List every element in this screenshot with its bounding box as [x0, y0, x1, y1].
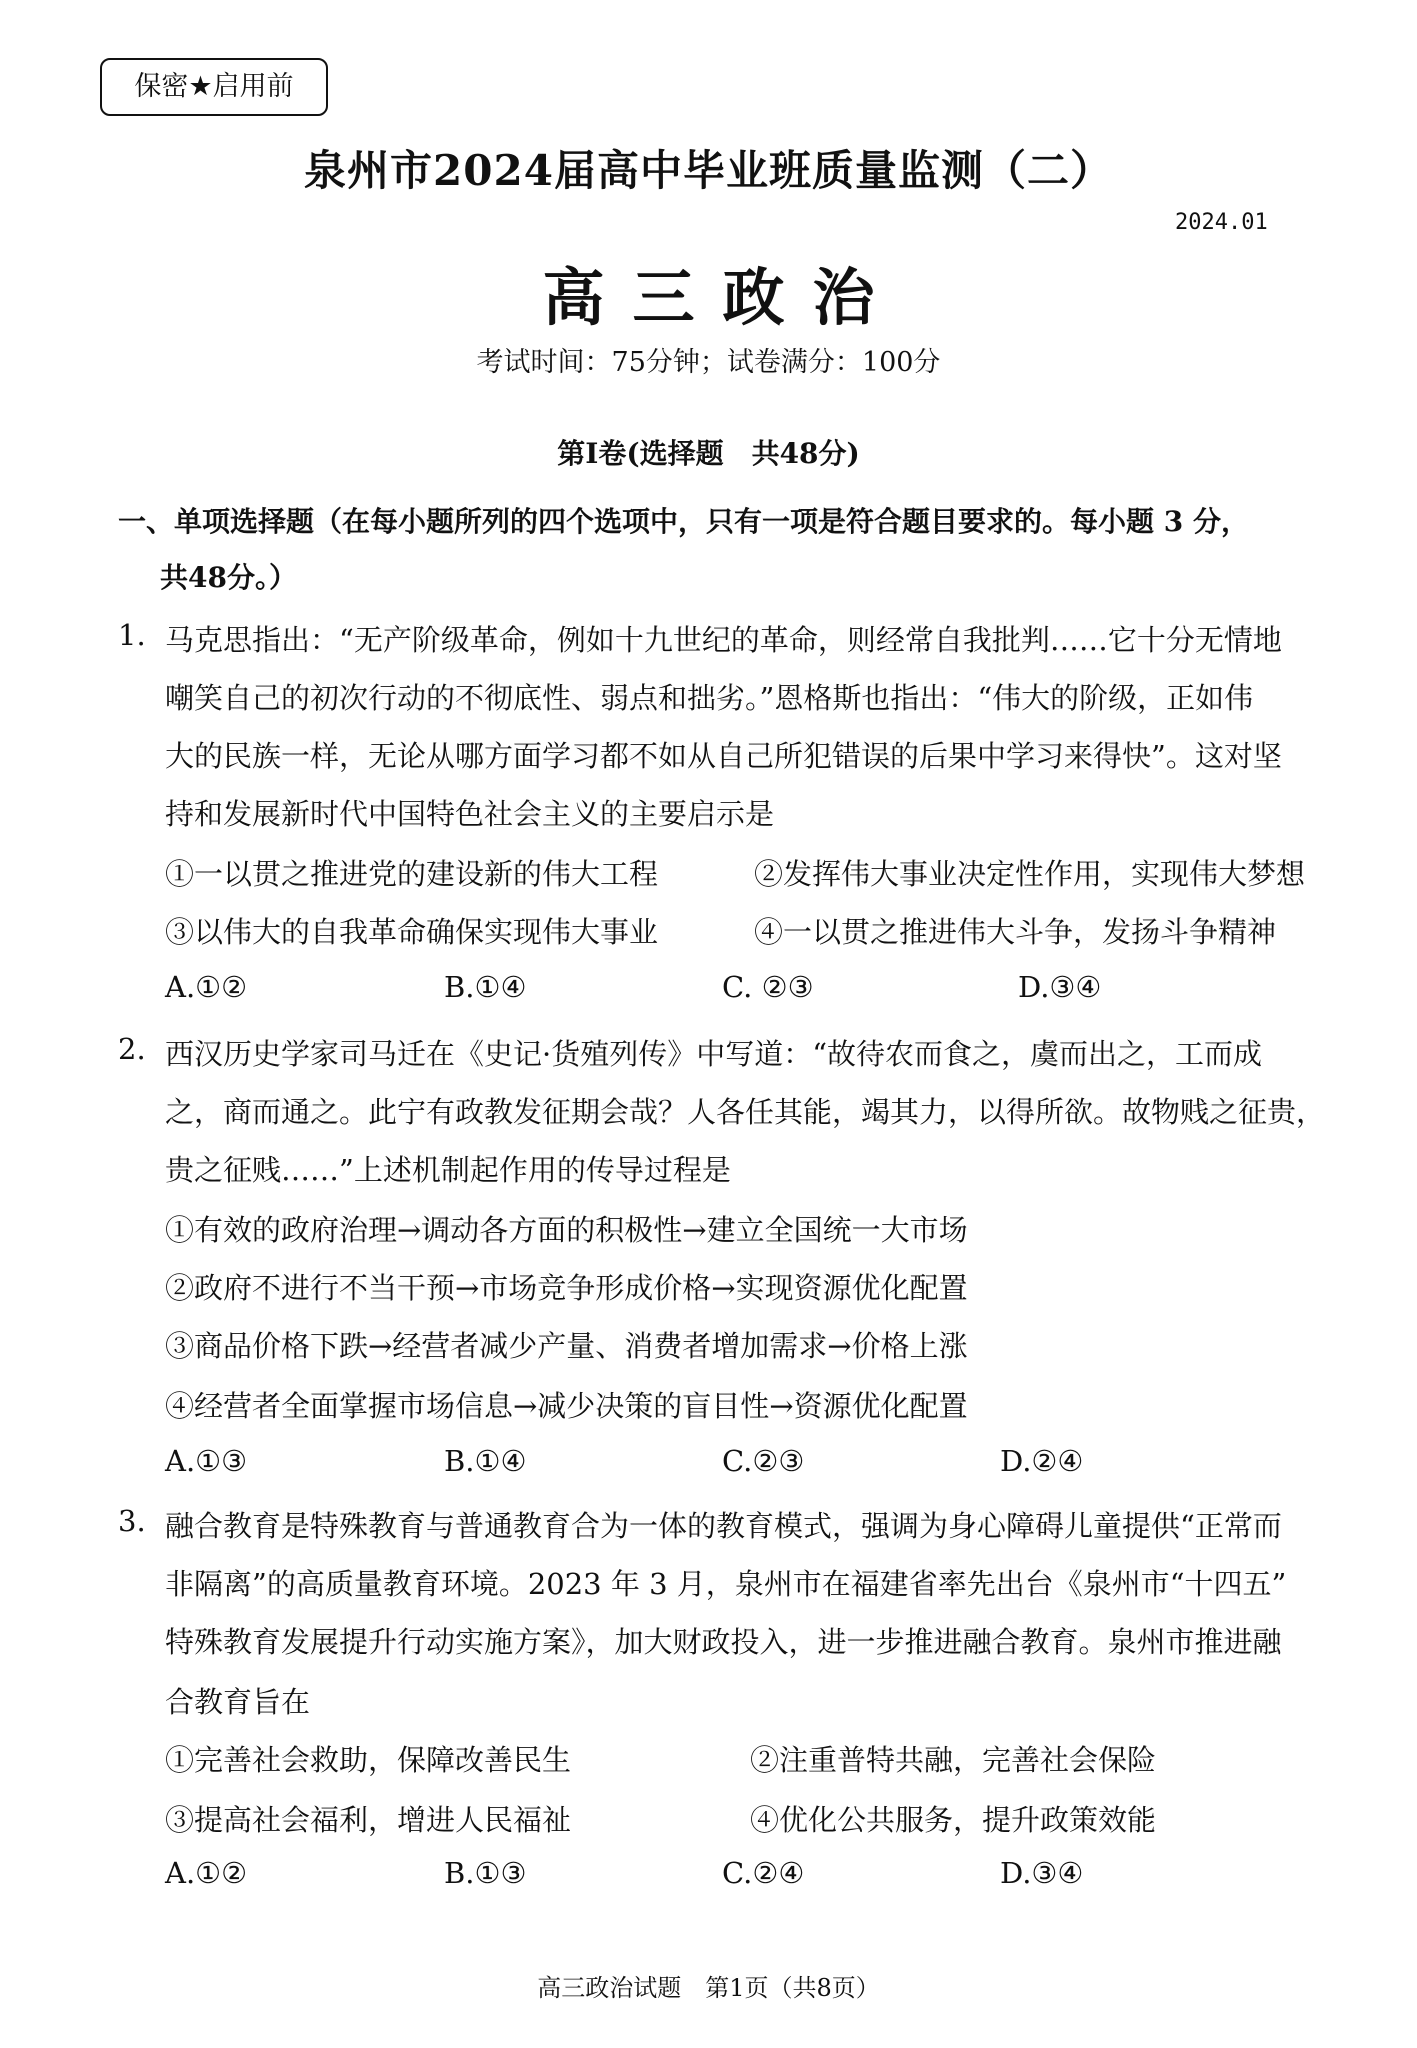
exam-info: 考试时间：75分钟；试卷满分：100分: [476, 347, 941, 378]
answer-choice: A.①②: [165, 970, 248, 1004]
exam-date: 2024.01: [1175, 210, 1268, 235]
answer-choice: D.③④: [1000, 1856, 1084, 1890]
question-stem-line: 嘲笑自己的初次行动的不彻底性、弱点和拙劣。”恩格斯也指出：“伟大的阶级，正如伟: [165, 681, 1254, 715]
question-option: ①完善社会救助，保障改善民生: [165, 1743, 572, 1777]
answer-choice: C. ②③: [722, 970, 814, 1004]
section-heading: 一、单项选择题（在每小题所列的四个选项中，只有一项是符合题目要求的。每小题 3 分，: [118, 505, 1249, 538]
question-stem-line: 大的民族一样，无论从哪方面学习都不如从自己所犯错误的后果中学习来得快”。这对坚: [165, 739, 1282, 773]
question-option: ②发挥伟大事业决定性作用，实现伟大梦想: [754, 857, 1306, 891]
question-option: ④优化公共服务，提升政策效能: [750, 1803, 1157, 1837]
answer-choice: A.①③: [165, 1444, 248, 1478]
answer-choice: D.②④: [1000, 1444, 1084, 1478]
question-option: ②注重普特共融，完善社会保险: [750, 1743, 1157, 1777]
question-option: ③提高社会福利，增进人民福祉: [165, 1803, 572, 1837]
question-stem-line: 特殊教育发展提升行动实施方案》，加大财政投入，进一步推进融合教育。泉州市推进融: [165, 1625, 1282, 1659]
question-stem-line: 西汉历史学家司马迁在《史记·货殖列传》中写道：“故待农而食之，虞而出之，工而成: [165, 1037, 1263, 1071]
question-option: ④一以贯之推进伟大斗争，发扬斗争精神: [754, 915, 1277, 949]
answer-choice: C.②④: [722, 1856, 805, 1890]
answer-choice: D.③④: [1018, 970, 1102, 1004]
question-option: ④经营者全面掌握市场信息→减少决策的盲目性→资源优化配置: [165, 1389, 968, 1423]
answer-choice: B.①④: [444, 970, 527, 1004]
question-option: ②政府不进行不当干预→市场竞争形成价格→实现资源优化配置: [165, 1271, 968, 1305]
exam-title: 泉州市2024届高中毕业班质量监测（二）: [304, 146, 1113, 195]
answer-choice: B.①④: [444, 1444, 527, 1478]
question-stem-line: 非隔离”的高质量教育环境。2023 年 3 月，泉州市在福建省率先出台《泉州市“十四五”: [165, 1567, 1287, 1601]
question-stem-line: 之，商而通之。此宁有政教发征期会哉？人各任其能，竭其力，以得所欲。故物贱之征贵，: [165, 1095, 1326, 1129]
question-stem-line: 贵之征贱……”上述机制起作用的传导过程是: [165, 1153, 731, 1187]
page-footer: 高三政治试题 第1页（共8页）: [537, 1974, 880, 2002]
question-option: ①一以贯之推进党的建设新的伟大工程: [165, 857, 659, 891]
part-title: 第I卷(选择题 共48分): [557, 437, 860, 470]
question-option: ③以伟大的自我革命确保实现伟大事业: [165, 915, 659, 949]
question-stem-line: 马克思指出：“无产阶级革命，例如十九世纪的革命，则经常自我批判……它十分无情地: [165, 623, 1282, 657]
question-option: ①有效的政府治理→调动各方面的积极性→建立全国统一大市场: [165, 1213, 968, 1247]
answer-choice: C.②③: [722, 1444, 805, 1478]
question-stem-line: 融合教育是特殊教育与普通教育合为一体的教育模式，强调为身心障碍儿童提供“正常而: [165, 1509, 1282, 1543]
answer-choice: B.①③: [444, 1856, 527, 1890]
question-stem-line: 合教育旨在: [165, 1685, 311, 1719]
subject-title: 高三政治: [542, 261, 903, 334]
secret-label: 保密★启用前: [100, 58, 328, 116]
question-number: 3.: [118, 1504, 146, 1538]
question-number: 2.: [118, 1032, 146, 1066]
question-option: ③商品价格下跌→经营者减少产量、消费者增加需求→价格上涨: [165, 1329, 968, 1363]
section-heading-cont: 共48分。）: [160, 561, 297, 594]
answer-choice: A.①②: [165, 1856, 248, 1890]
question-stem-line: 持和发展新时代中国特色社会主义的主要启示是: [165, 797, 775, 831]
question-number: 1.: [118, 618, 146, 652]
